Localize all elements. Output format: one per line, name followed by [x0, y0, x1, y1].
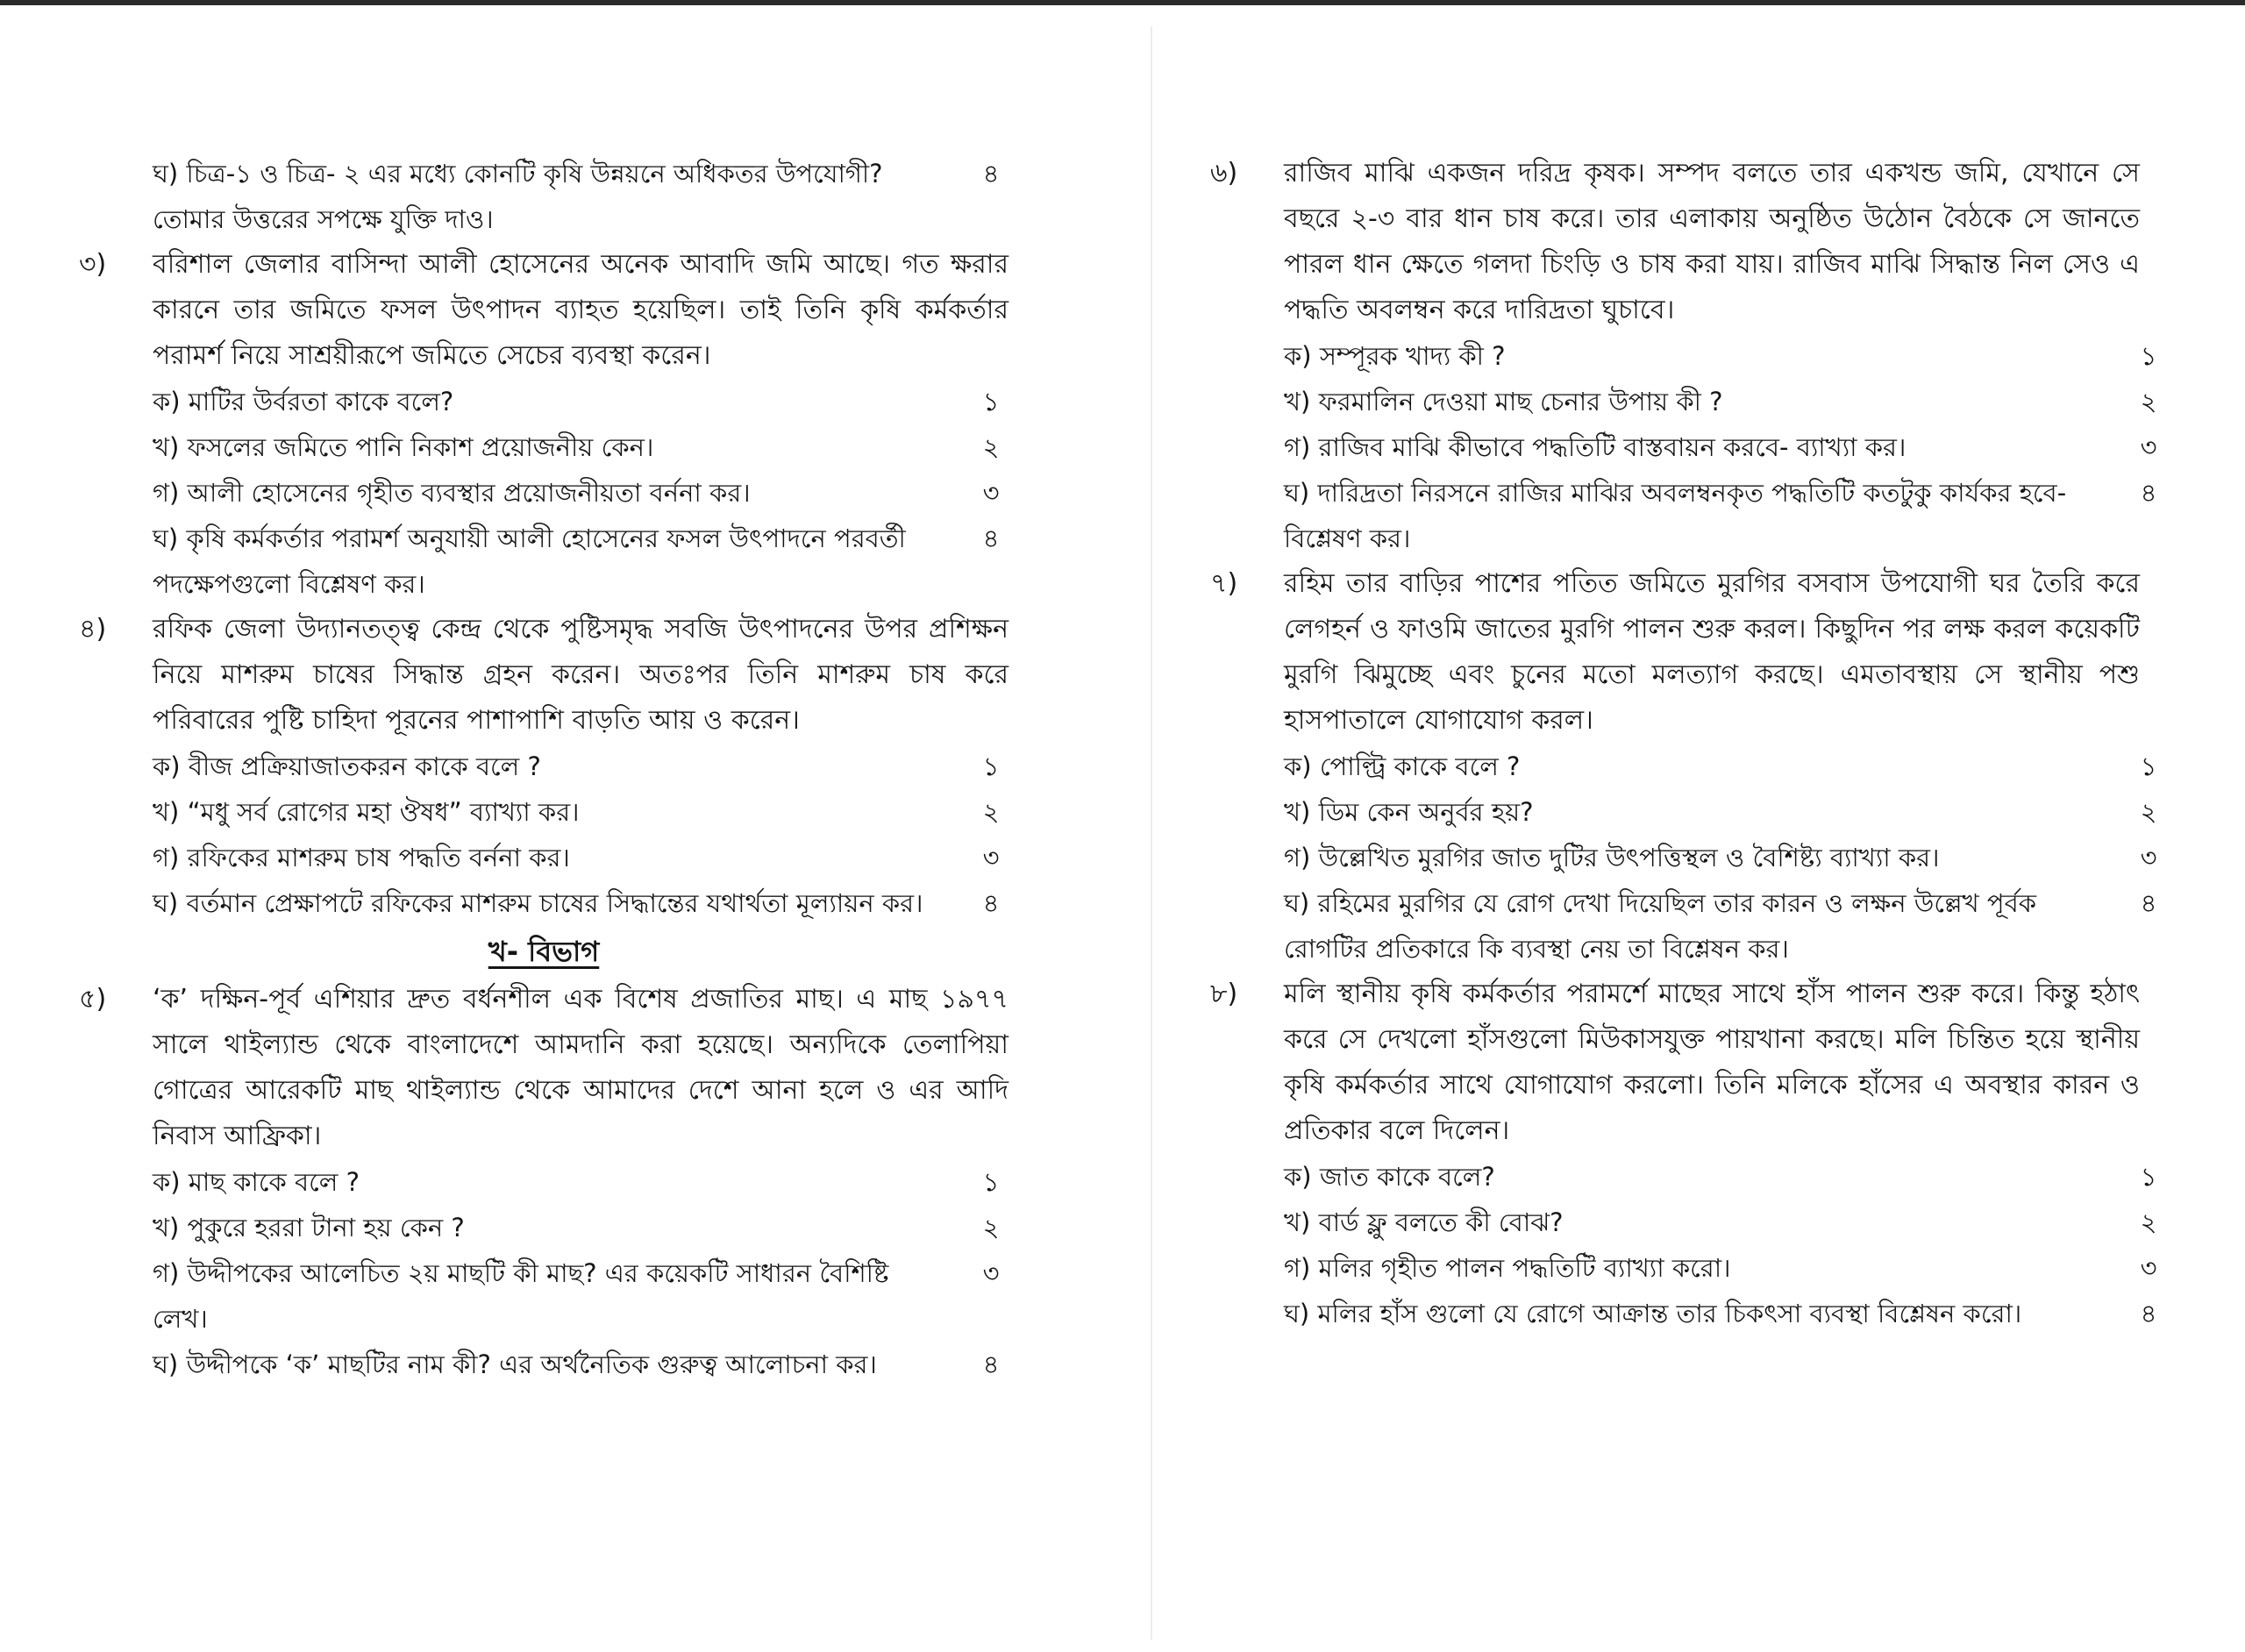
sub-question — [1210, 379, 2157, 424]
sub-question — [79, 1159, 1008, 1205]
sub-question — [1210, 744, 2157, 789]
sub-question-mark: ১ — [2140, 1162, 2157, 1192]
sub-question — [79, 470, 1008, 516]
sub-question — [1210, 1200, 2157, 1245]
sub-question-text: ক) বীজ প্রক্রিয়াজাতকরন কাকে বলে ? — [153, 751, 541, 781]
sub-question — [79, 744, 1008, 789]
sub-question-mark: ১ — [982, 387, 1000, 417]
sub-question-text: গ) রাজিব মাঝি কীভাবে পদ্ধতিটি বাস্তবায়ন করবে- ব্যাখ্যা কর। — [1284, 432, 1906, 462]
sub-question-mark: ৪ — [982, 523, 1000, 553]
question-stem: রহিম তার বাড়ির পাশের পতিত জমিতে মুরগির বসবাস উপযোগী ঘর তৈরি করে লেগহর্ন ও ফাওমি জাতের মুরগি পালন শুরু করল। কিছুদিন পর লক্ষ করল কয়েকটি মুরগি ঝিমুচ্ছে এবং চুনের মতো মলত্যাগ করছে। এমতাবস্থায় সে স্থানীয় পশু হাসপাতালে যোগাযোগ করল। — [1284, 568, 2140, 736]
question-2-sub-gha — [79, 151, 1008, 242]
sub-question-text: ঘ) মলির হাঁস গুলো যে রোগে আক্রান্ত তার চিকৎসা ব্যবস্থা বিশ্লেষন করো। — [1284, 1299, 2022, 1328]
sub-question-text: খ) বার্ড ফ্লু বলতে কী বোঝ? — [1284, 1207, 1564, 1237]
sub-question — [79, 835, 1008, 880]
sub-question-text: ঘ) উদ্দীপকে ‘ক’ মাছটির নাম কী? এর অর্থনৈতিক গুরুত্ব আলোচনা কর। — [153, 1349, 877, 1379]
question-number: ৫) — [79, 984, 107, 1015]
question-stem: মলি স্থানীয় কৃষি কর্মকর্তার পরামর্শে মাছের সাথে হাঁস পালন শুরু করে। কিন্তু হঠাৎ করে সে দেখলো হাঁসগুলো মিউকাসযুক্ত পায়খানা করছে। মলি চিন্তিত হয়ে স্থানীয় কৃষি কর্মকর্তার সাথে যোগাযোগ করলো। তিনি মলিকে হাঁসের এ অবস্থার কারন ও প্রতিকার বলে দিলেন। — [1284, 979, 2140, 1146]
sub-question — [1210, 835, 2157, 880]
question-8 — [1210, 972, 2140, 1154]
sub-question-text: ঘ) বর্তমান প্রেক্ষাপটে রফিকের মাশরুম চাষের সিদ্ধান্তের যথার্থতা মূল্যায়ন কর। — [153, 888, 923, 918]
sub-question-mark: ৩ — [2140, 843, 2157, 872]
sub-question-mark: ২ — [2140, 1207, 2157, 1237]
sub-question — [79, 1250, 1008, 1342]
sub-question-text: গ) রফিকের মাশরুম চাষ পদ্ধতি বর্ননা কর। — [153, 843, 570, 872]
sub-question-mark: ২ — [2140, 797, 2157, 827]
page-fold — [1151, 26, 1152, 1640]
sub-question-mark: ৩ — [982, 478, 1000, 508]
sub-question-mark: ৩ — [982, 1258, 1000, 1288]
sub-question-text: গ) উল্লেখিত মুরগির জাত দুটির উৎপত্তিস্থল ও বৈশিষ্ট্য ব্যাখ্যা কর। — [1284, 843, 1940, 872]
section-heading-text: খ- বিভাগ — [488, 935, 600, 968]
section-heading — [79, 926, 1008, 977]
sub-question-mark: ১ — [2140, 341, 2157, 371]
sub-question — [79, 1342, 1008, 1387]
sub-question-text: গ) আলী হোসেনের গৃহীত ব্যবস্থার প্রয়োজনীয়তা বর্ননা কর। — [153, 478, 751, 508]
sub-question-text: গ) মলির গৃহীত পালন পদ্ধতিটি ব্যাখ্যা করো। — [1284, 1253, 1731, 1283]
sub-question-text: ক) মাছ কাকে বলে ? — [153, 1167, 360, 1197]
sub-question-mark: ৪ — [2140, 888, 2157, 918]
sub-question-mark: ১ — [982, 1167, 1000, 1197]
sub-question-mark: ৪ — [982, 1349, 1000, 1379]
question-3 — [79, 242, 1008, 379]
sub-question-text: খ) ফরমালিন দেওয়া মাছ চেনার উপায় কী ? — [1284, 387, 1723, 417]
sub-question — [79, 880, 1008, 926]
sub-question — [79, 516, 1008, 607]
sub-question-mark: ৩ — [982, 843, 1000, 872]
left-column — [79, 151, 1008, 1387]
sub-question-text: ঘ) দারিদ্রতা নিরসনে রাজির মাঝির অবলম্বনকৃত পদ্ধতিটি কতটুকু কার্যকর হবে- বিশ্লেষণ কর। — [1284, 478, 2067, 553]
question-stem: ‘ক’ দক্ষিন-পূর্ব এশিয়ার দ্রুত বর্ধনশীল এক বিশেষ প্রজাতির মাছ। এ মাছ ১৯৭৭ সালে থাইল্যান্ড থেকে বাংলাদেশে আমদানি করা হয়েছে। অন্যদিকে তেলাপিয়া গোত্রের আরেকটি মাছ থাইল্যান্ড থেকে আমাদের দেশে আনা হলে ও এর আদি নিবাস আফ্রিকা। — [153, 984, 1008, 1151]
sub-question-mark: ২ — [2140, 387, 2157, 417]
question-stem: রফিক জেলা উদ্যানতত্ত্ব কেন্দ্র থেকে পুষ্টিসমৃদ্ধ সবজি উৎপাদনের উপর প্রশিক্ষন নিয়ে মাশরুম চাষের সিদ্ধান্ত গ্রহন করেন। অতঃপর তিনি মাশরুম চাষ করে পরিবারের পুষ্টি চাহিদা পূরনের পাশাপাশি বাড়তি আয় ও করেন। — [153, 614, 1008, 736]
sub-question — [1210, 1154, 2157, 1200]
sub-question-text: ক) পোল্ট্রি কাকে বলে ? — [1284, 751, 1521, 781]
sub-question-text: ঘ) কৃষি কর্মকর্তার পরামর্শ অনুযায়ী আলী হোসেনের ফসল উৎপাদনে পরবর্তী পদক্ষেপগুলো বিশ্লেষণ কর। — [153, 523, 906, 599]
sub-question-mark: ১ — [982, 751, 1000, 781]
sub-question-mark: ৩ — [2140, 432, 2157, 462]
sub-question-text: ক) জাত কাকে বলে? — [1284, 1162, 1495, 1192]
sub-question-mark: ৪ — [2140, 1299, 2157, 1328]
sub-question — [1210, 1245, 2157, 1291]
question-6 — [1210, 151, 2140, 333]
question-stem: রাজিব মাঝি একজন দরিদ্র কৃষক। সম্পদ বলতে তার একখন্ড জমি, যেখানে সে বছরে ২-৩ বার ধান চাষ করে। তার এলাকায় অনুষ্ঠিত উঠোন বৈঠকে সে জানতে পারল ধান ক্ষেতে গলদা চিংড়ি ও চাষ করা যায়। রাজিব মাঝি সিদ্ধান্ত নিল সেও এ পদ্ধতি অবলম্বন করে দারিদ্রতা ঘুচাবে। — [1284, 158, 2140, 325]
sub-question-text: ক) মাটির উর্বরতা কাকে বলে? — [153, 387, 454, 417]
question-4 — [79, 607, 1008, 744]
sub-question — [1210, 470, 2157, 561]
right-column — [1210, 151, 2157, 1336]
sub-question — [79, 789, 1008, 835]
sub-question-text: ঘ) রহিমের মুরগির যে রোগ দেখা দিয়েছিল তার কারন ও লক্ষন উল্লেখ পূর্বক রোগটির প্রতিকারে কি ব্যবস্থা নেয় তা বিশ্লেষন কর। — [1284, 888, 2037, 964]
sub-question — [1210, 333, 2157, 379]
sub-question — [1210, 880, 2157, 972]
sub-question — [1210, 424, 2157, 470]
sub-question-text: খ) ডিম কেন অনুর্বর হয়? — [1284, 797, 1534, 827]
sub-question-text: ঘ) চিত্র-১ ও চিত্র- ২ এর মধ্যে কোনটি কৃষি উন্নয়নে অধিকতর উপযোগী? তোমার উত্তরের সপক্ষে যুক্তি দাও। — [153, 159, 883, 234]
sub-question-text: খ) “মধু সর্ব রোগের মহা ঔষধ” ব্যাখ্যা কর। — [153, 797, 580, 827]
sub-question-text: ক) সম্পূরক খাদ্য কী ? — [1284, 341, 1506, 371]
sub-question-text: খ) ফসলের জমিতে পানি নিকাশ প্রয়োজনীয় কেন। — [153, 432, 654, 462]
question-7 — [1210, 561, 2140, 744]
question-number: ৩) — [79, 249, 107, 280]
sub-question-mark: ৩ — [2140, 1253, 2157, 1283]
sub-question — [79, 1205, 1008, 1250]
sub-question-mark: ৪ — [982, 888, 1000, 918]
question-stem: বরিশাল জেলার বাসিন্দা আলী হোসেনের অনেক আবাদি জমি আছে। গত ক্ষরার কারনে তার জমিতে ফসল উৎপাদন ব্যাহত হয়েছিল। তাই তিনি কৃষি কর্মকর্তার পরামর্শ নিয়ে সাশ্রয়ীরূপে জমিতে সেচের ব্যবস্থা করেন। — [153, 249, 1008, 371]
sub-question-mark: ১ — [2140, 751, 2157, 781]
question-number: ৬) — [1210, 158, 1238, 189]
scan-top-edge — [0, 0, 2245, 5]
question-5 — [79, 977, 1008, 1159]
question-number: ৭) — [1210, 568, 1238, 599]
sub-question-mark: ২ — [982, 1213, 1000, 1243]
sub-question-mark: ২ — [982, 797, 1000, 827]
sub-question — [79, 379, 1008, 424]
question-number: ৪) — [79, 614, 107, 644]
question-number: ৮) — [1210, 979, 1238, 1009]
sub-question-text: গ) উদ্দীপকের আলেচিত ২য় মাছটি কী মাছ? এর কয়েকটি সাধারন বৈশিষ্টি লেখ। — [153, 1258, 889, 1334]
sub-question-text: খ) পুকুরে হররা টানা হয় কেন ? — [153, 1213, 465, 1243]
sub-question — [1210, 789, 2157, 835]
sub-question — [1210, 1291, 2157, 1336]
sub-question-mark: ২ — [982, 432, 1000, 462]
sub-question-mark: ৪ — [2140, 478, 2157, 508]
sub-question — [79, 424, 1008, 470]
sub-question-mark: ৪ — [982, 159, 1000, 189]
